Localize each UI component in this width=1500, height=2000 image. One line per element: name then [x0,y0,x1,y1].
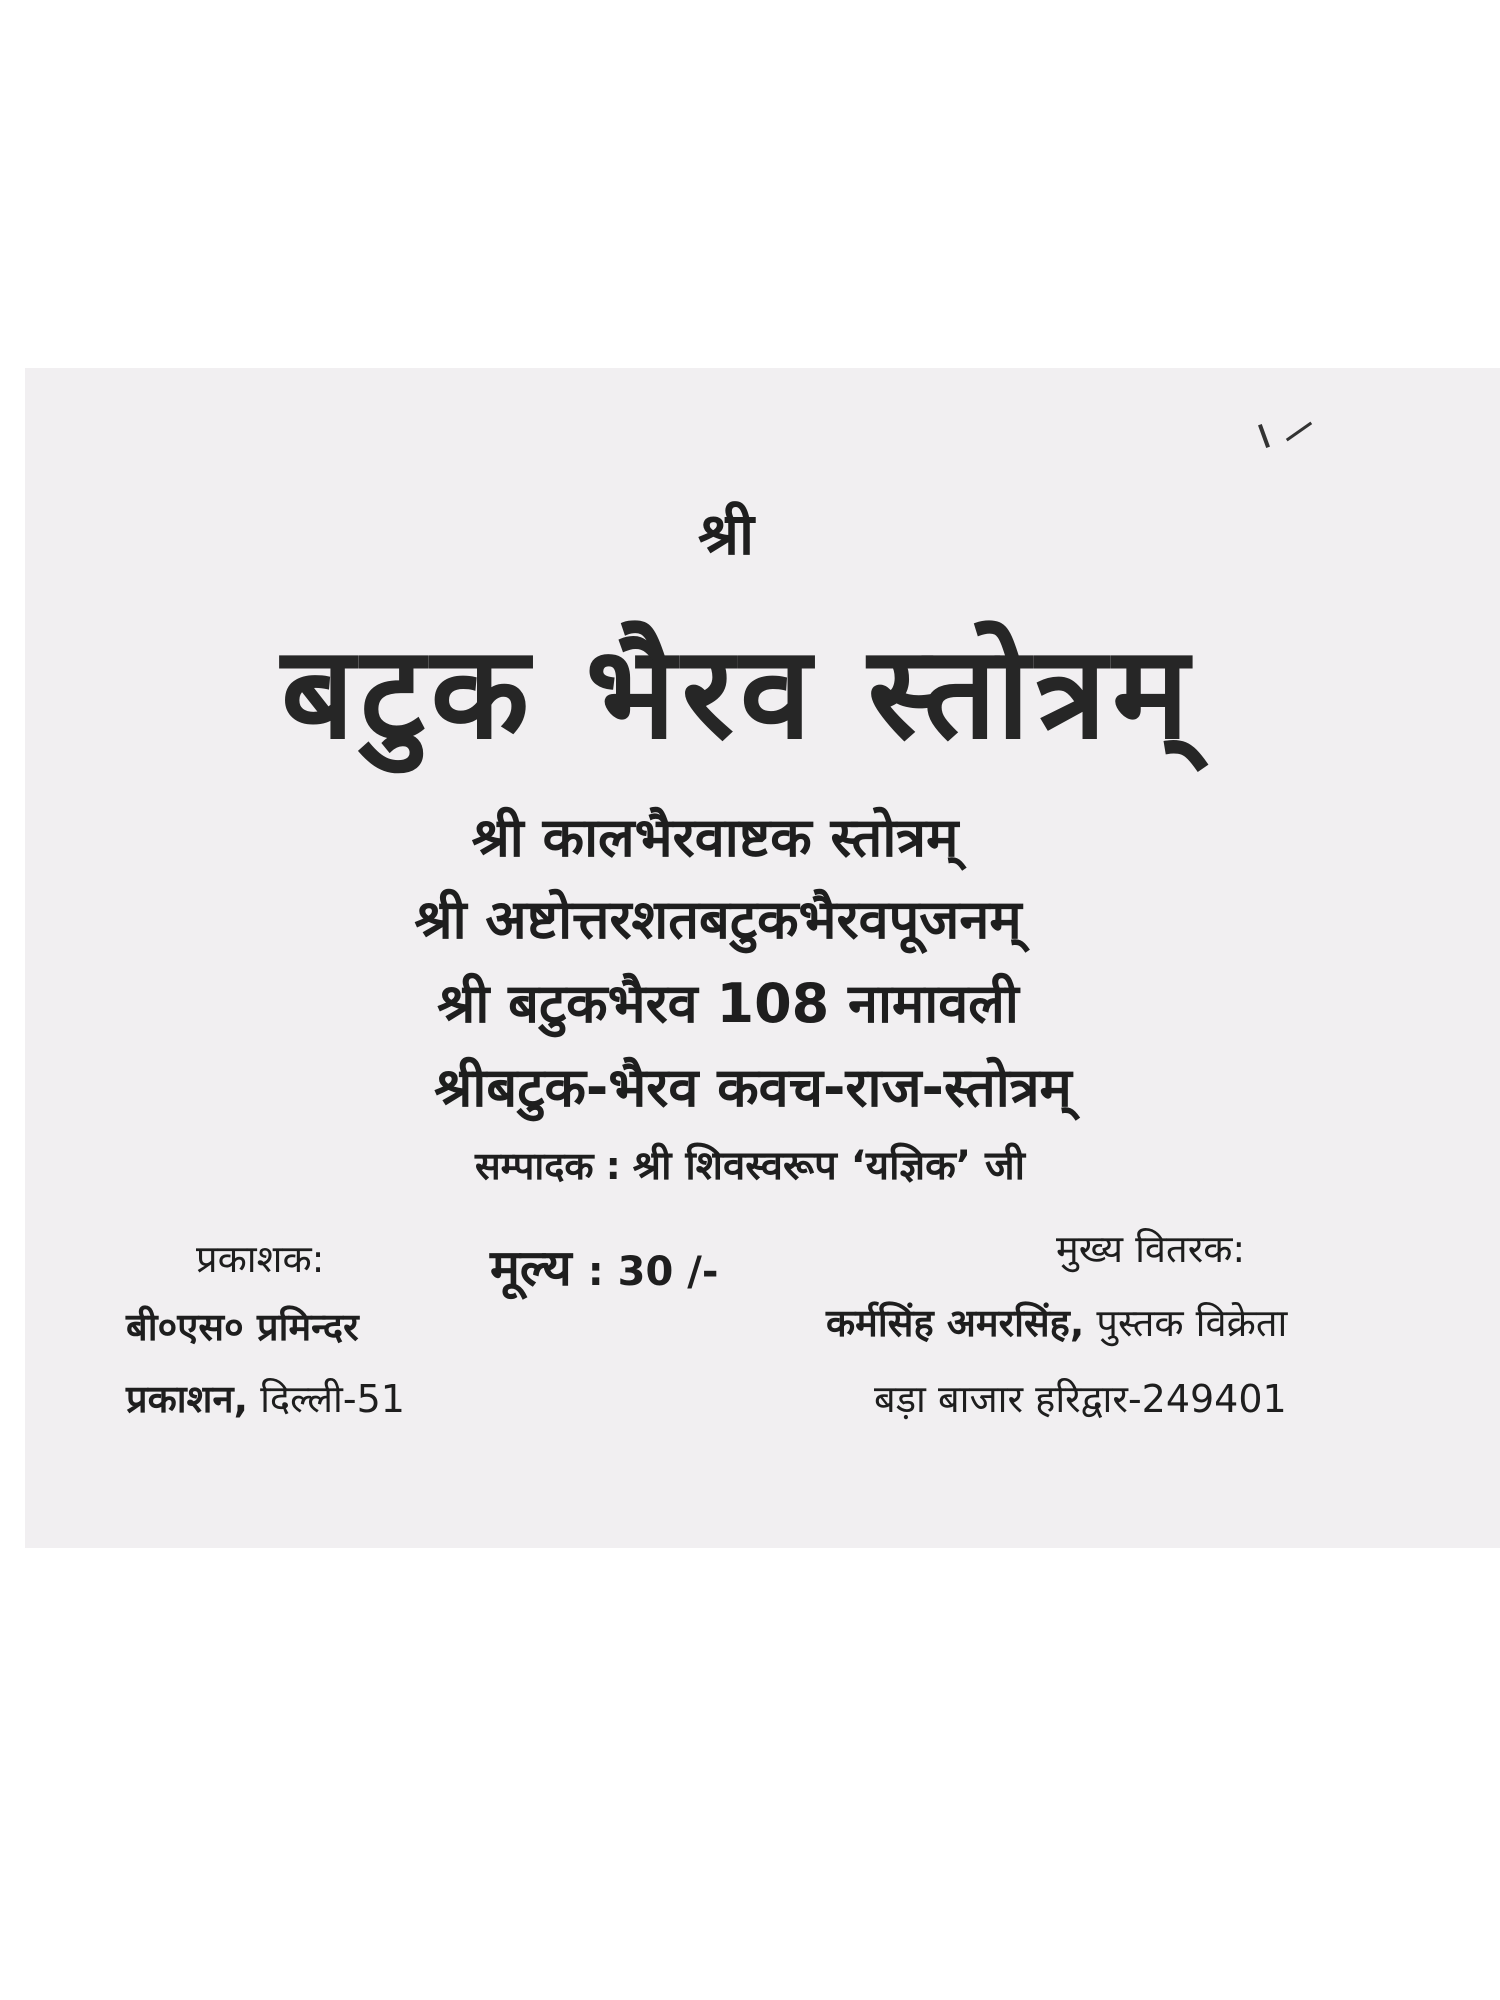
publisher-imprint: प्रकाशन, [126,1377,249,1421]
distributor-address: बड़ा बाजार हरिद्वार-249401 [874,1377,1287,1421]
distributor-label: मुख्य वितरक: [1056,1227,1246,1271]
publisher-location [126,1372,405,1424]
publisher-label: प्रकाशक: [196,1237,325,1281]
contents-item: श्री कालभैरवाष्टक स्तोत्रम् [471,806,959,869]
price [490,1232,718,1300]
publisher-name: बी०एस० प्रमिन्दर [126,1305,359,1349]
contents-item: श्रीबटुक-भैरव कवच-राज-स्तोत्रम् [434,1056,1072,1119]
editor-name: श्री शिवस्वरूप ‘यज्ञिक’ जी [632,1143,1026,1189]
price-label: मूल्य [490,1239,572,1297]
contents-item: श्री बटुकभैरव 108 नामावली [437,972,1019,1035]
distributor-firm: कर्मसिंह अमरसिंह, [826,1301,1085,1345]
publisher-city: दिल्ली-51 [248,1377,405,1421]
contents-item: श्री अष्टोत्तरशतबटुकभैरवपूजनम् [414,888,1022,951]
distributor-role: पुस्तक विक्रेता [1084,1301,1288,1345]
editor-credit [0,1136,1500,1191]
editor-separator: : [605,1144,621,1188]
price-value: : 30 /- [587,1249,719,1295]
book-title: बटुक भैरव स्तोत्रम् [281,619,1195,768]
editor-label: सम्पादक [474,1144,594,1188]
shri-heading: श्री [697,500,755,568]
distributor-name [826,1296,1287,1348]
